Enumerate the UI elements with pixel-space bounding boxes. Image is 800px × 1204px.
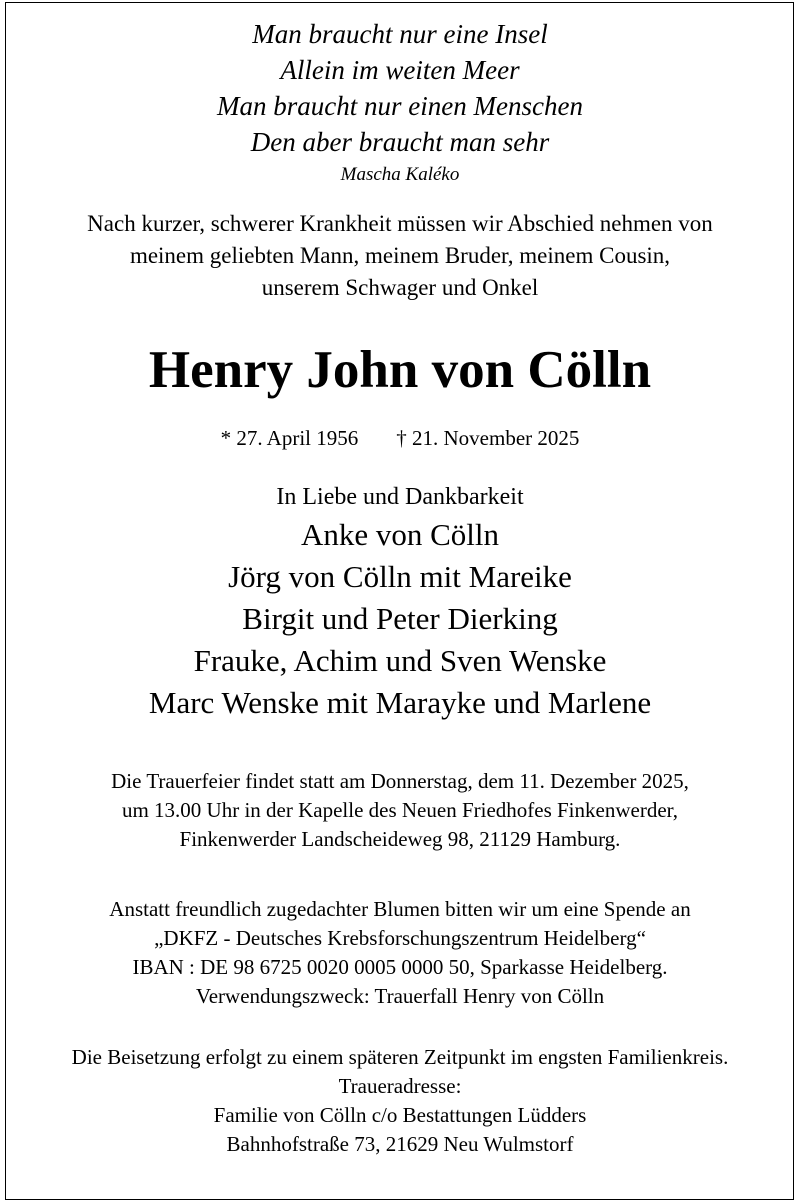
- mourners-list: [0, 514, 800, 724]
- intro-line: Nach kurzer, schwerer Krankheit müssen wir Abschied nehmen von: [87, 211, 713, 236]
- donation-line: Anstatt freundlich zugedachter Blumen bitten wir um eine Spende an: [109, 897, 691, 921]
- ceremony-line: Die Trauerfeier findet statt am Donnerstag, dem 11. Dezember 2025,: [111, 769, 689, 793]
- mourner-name: Birgit und Peter Dierking: [242, 601, 558, 636]
- ceremony-info: [0, 767, 800, 854]
- burial-info: [0, 1043, 800, 1159]
- mourner-name: Marc Wenske mit Marayke und Marlene: [148, 685, 652, 720]
- burial-line: Familie von Cölln c/o Bestattungen Lüdders: [213, 1103, 587, 1127]
- intro-line: unserem Schwager und Onkel: [261, 275, 539, 300]
- intro-line: meinem geliebten Mann, meinem Bruder, meinem Cousin,: [129, 243, 671, 268]
- burial-line: Die Beisetzung erfolgt zu einem späteren Zeitpunkt im engsten Familienkreis.: [71, 1045, 729, 1069]
- burial-line: Bahnhofstraße 73, 21629 Neu Wulmstorf: [226, 1132, 574, 1156]
- life-dates: [0, 424, 800, 452]
- poem-line: Man braucht nur eine Insel: [252, 19, 548, 49]
- mourner-name: Anke von Cölln: [300, 517, 500, 552]
- poem-line: Man braucht nur einen Menschen: [217, 91, 583, 121]
- poem: [0, 16, 800, 160]
- ceremony-line: um 13.00 Uhr in der Kapelle des Neuen Friedhofes Finkenwerder,: [121, 798, 679, 822]
- donation-line: Verwendungszweck: Trauerfall Henry von Cölln: [195, 984, 605, 1008]
- donation-line: IBAN : DE 98 6725 0020 0005 0000 50, Sparkasse Heidelberg.: [132, 955, 668, 979]
- poem-line: Allein im weiten Meer: [280, 55, 520, 85]
- death-date: † 21. November 2025: [396, 426, 580, 450]
- donation-line: „DKFZ - Deutsches Krebsforschungszentrum Heidelberg“: [154, 926, 646, 950]
- birth-date: * 27. April 1956: [220, 426, 359, 450]
- mourner-name: Jörg von Cölln mit Mareike: [228, 559, 572, 594]
- ceremony-line: Finkenwerder Landscheideweg 98, 21129 Hamburg.: [179, 827, 621, 851]
- donation-info: [0, 895, 800, 1011]
- burial-line: Traueradresse:: [338, 1074, 462, 1098]
- poem-line: Den aber braucht man sehr: [250, 127, 550, 157]
- poem-author: Mascha Kaléko: [340, 164, 460, 185]
- deceased-name: Henry John von Cölln: [148, 341, 652, 399]
- mourners-heading: In Liebe und Dankbarkeit: [276, 484, 524, 510]
- mourner-name: Frauke, Achim und Sven Wenske: [193, 643, 607, 678]
- intro-text: [0, 208, 800, 304]
